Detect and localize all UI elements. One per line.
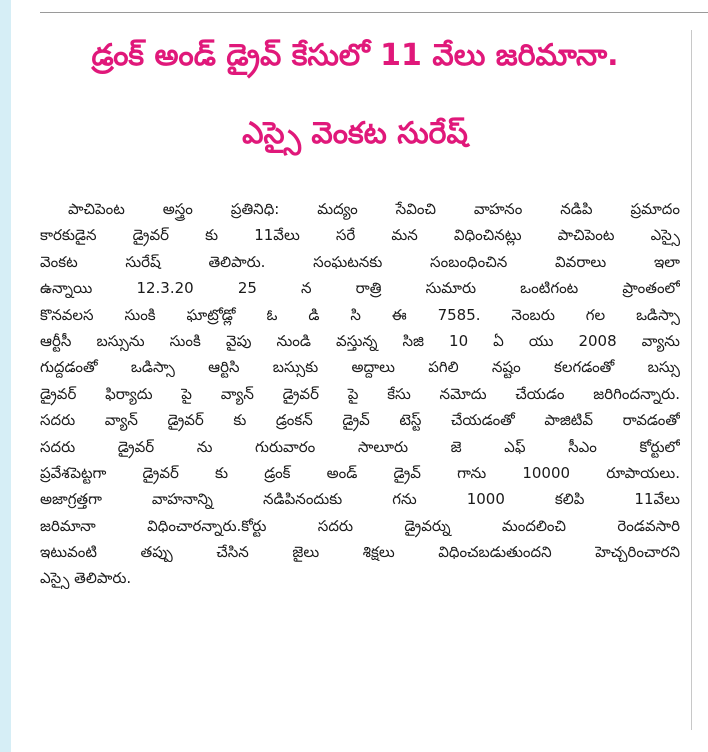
article-line: ఇటువంటి తప్పు చేసిన జైలు శిక్షలు విధించబడుతుందని హెచ్చరించారని <box>40 543 680 562</box>
article-line: పాచిపెంట అస్త్రం ప్రతినిధి: మద్యం సేవించి వాహనం నడిపి ప్రమాదం <box>68 200 680 218</box>
article-line: సదరు వ్యాన్ డ్రైవర్ కు డ్రంకన్ డ్రైవ్ టెస్ట్ చేయడంతో పాజిటివ్ రావడంతో <box>40 411 680 430</box>
article-line: ఎస్సై తెలిపారు. <box>40 569 132 588</box>
article-line: కొనవలస సుంకి ఘాట్రోడ్లో ఓ డి సి ఈ 7585. నెంబరు గల ఒడిస్సా <box>40 305 680 324</box>
headline <box>22 34 688 156</box>
headline-line-1: డ్రంక్ అండ్ డ్రైవ్ కేసులో 11 వేలు జరిమానా. <box>91 38 619 73</box>
article-line: కారకుడైన డ్రైవర్ కు 11వేలు సరే మన విధించినట్లు పాచిపెంట ఎస్సై <box>40 226 680 245</box>
article-line: ఆర్టీసీ బస్సును సుంకి వైపు నుండి వస్తున్న సిజి 10 ఏ యు 2008 వ్యాను <box>40 331 680 350</box>
article-line: అజాగ్రత్తగా వాహనాన్ని నడిపినందుకు గను 1000 కలిపి 11వేలు <box>40 490 680 509</box>
article-line: జరిమానా విధించారన్నారు.కోర్టు సదరు డ్రైవర్ను మందలించి రెండవసారి <box>40 516 680 535</box>
top-divider <box>40 12 708 13</box>
article-line: గుద్దడంతో ఒడిస్సా ఆర్టిసి బస్సుకు అద్దాలు పగిలి నష్టం కలగడంతో బస్సు <box>40 358 680 377</box>
article-line: సదరు డ్రైవర్ ను గురువారం సాలూరు జె ఎఫ్ సీఎం కోర్టులో <box>40 437 680 456</box>
article-line: ఉన్నాయి 12.3.20 25 న రాత్రి సుమారు ఒంటిగంట ప్రాంతంలో <box>40 279 680 298</box>
headline-line-2: ఎస్సై వెంకట సురేష్ <box>242 116 468 151</box>
article-line: వెంకట సురేష్ తెలిపారు. సంఘటనకు సంబంధించిన వివరాలు ఇలా <box>40 252 680 271</box>
article-body <box>40 196 680 592</box>
left-margin-strip <box>0 0 11 752</box>
column-divider <box>691 30 692 730</box>
article-line: ప్రవేశపెట్టగా డ్రైవర్ కు డ్రంక్ అండ్ డ్రైవ్ గాను 10000 రూపాయలు. <box>40 463 680 482</box>
article-line: డ్రైవర్ ఫిర్యాదు పై వ్యాన్ డ్రైవర్ పై కేసు నమోదు చేయడం జరిగిందన్నారు. <box>40 384 680 403</box>
